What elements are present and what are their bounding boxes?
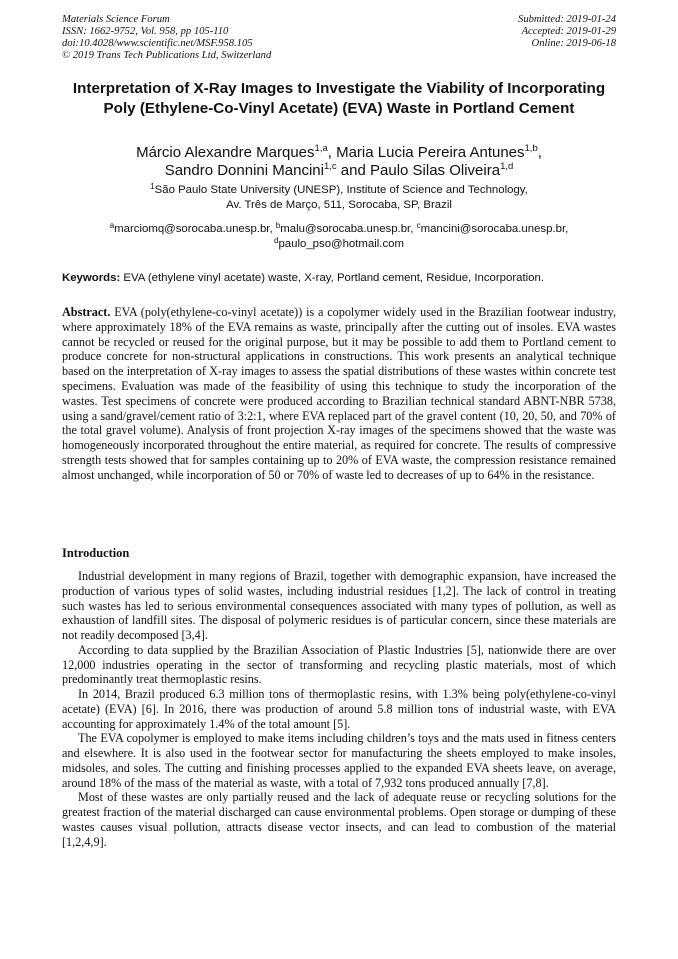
submitted-date: Submitted: 2019-01-24 xyxy=(518,14,616,25)
abstract-text: EVA (poly(ethylene-co-vinyl acetate)) is a copolymer widely used in the Brazilian footwear industry, where approximately 18% of the EVA remains as waste, principally after the cutting out of insoles. EVA wastes cannot be recycled or reused for the original purpose, but it may be possible to add them to Portland cement to produce concrete for non-structural applications in constructions. This work presents an analytical technique based on the interpretation of X-ray images to assess the spatial distributions of these wastes within concrete test specimens. Evaluation was made of the feasibility of using this technique to study the incorporation of the wastes. Test specimens of concrete were produced according to Brazilian technical standard ABNT-NBR 5738, using a sand/gravel/cement ratio of 3:2:1, where EVA replaced part of the gravel content (10, 20, 50, and 70% of the total gravel volume). Analysis of front projection X-ray images of the specimens showed that the waste was homogeneously incorporated throughout the entire material, as required for concrete. The results of compressive strength tests showed that for samples containing up to 20% of EVA waste, the compression resistance remained almost unchanged, while incorporation of 50 or 70% of waste led to decreases of up to 64% in the resistance. xyxy=(62,305,616,482)
journal-name: Materials Science Forum xyxy=(62,14,170,25)
affiliation: $^1$São Paulo State University (UNESP), Institute of Science and Technology, Av. Três de Março, 511, Sorocaba, SP, Brazil xyxy=(150,182,528,211)
issn: ISSN: 1662-9752, Vol. 958, pp 105-110 xyxy=(62,26,229,37)
introduction-body xyxy=(62,569,616,849)
author: Paulo Silas Oliveira$^{1,d}$ xyxy=(370,161,514,179)
paragraph: In 2014, Brazil produced 6.3 million tons of thermoplastic resins, with 1.3% being poly(ethylene-co-vinyl acetate) (EVA) [6]. In 2016, there was production of around 5.8 million tons of industrial waste, with EVA accounting for approximately 1.4% of the total amount [5]. xyxy=(62,687,616,731)
paragraph: According to data supplied by the Brazilian Association of Plastic Industries [5], nationwide there are over 12,000 industries operating in the sector of transforming and recycling plastic materials, most of which predominantly treat thermoplastic resins. xyxy=(62,642,616,687)
author: Sandro Donnini Mancini$^{1,c}$ and xyxy=(164,161,371,179)
introduction-heading: Introduction xyxy=(62,546,130,560)
keywords-label: Keywords: xyxy=(62,272,121,284)
paper-title: Interpretation of X-Ray Images to Investigate the Viability of Incorporating Poly (Ethylene-Co-Vinyl Acetate) (EVA) Waste in Portland Cement xyxy=(72,80,606,117)
abstract xyxy=(62,305,616,483)
abstract-label: Abstract. xyxy=(62,305,111,319)
keywords-text: EVA (ethylene vinyl acetate) waste, X-ray, Portland cement, Residue, Incorporation. xyxy=(120,272,545,284)
publication-dates xyxy=(518,14,616,50)
paragraph: Most of these wastes are only partially reused and the lack of adequate reuse or recycling solutions for the greatest fraction of the material discharged can cause environmental problems. Open storage or dumping of these wastes causes visual pollution, attracts disease vector insects, and can lead to combustion of the material [1,2,4,9]. xyxy=(62,790,616,849)
email-link[interactable]: $^a$marciomq@sorocaba.unesp.br, xyxy=(109,221,276,235)
online-date: Online: 2019-06-18 xyxy=(531,38,616,49)
author: Maria Lucia Pereira Antunes$^{1,b}$, xyxy=(336,143,542,161)
journal-info xyxy=(62,14,271,62)
doi: doi:10.4028/www.scientific.net/MSF.958.105 xyxy=(62,38,253,49)
paragraph: The EVA copolymer is employed to make items including children’s toys and the mats used in fitness centers and elsewhere. It is also used in the footwear sector for manufacturing the sheets employed to make insoles, midsoles, and soles. The cutting and finishing processes applied to the expanded EVA sheets leave, on average, around 18% of the mass of the material as waste, with a total of 7,932 tons produced annually [7,8]. xyxy=(62,731,616,790)
author-list xyxy=(62,144,616,180)
author: Márcio Alexandre Marques$^{1,a}$, xyxy=(136,143,337,161)
copyright: © 2019 Trans Tech Publications Ltd, Switzerland xyxy=(62,50,272,61)
accepted-date: Accepted: 2019-01-29 xyxy=(521,26,616,37)
keywords xyxy=(62,271,616,286)
paragraph: Industrial development in many regions of Brazil, together with demographic expansion, have increased the production of various types of solid wastes, including industrial residues [1,2]. The lack of control in treating such wastes has led to serious environmental consequences associated with many types of pollution, as well as exhaustion of landfill sites. The disposal of polymeric residues is of particular concern, since these materials are not readily decomposed [3,4]. xyxy=(62,569,616,642)
email-link[interactable]: $^b$malu@sorocaba.unesp.br, xyxy=(275,221,417,235)
email-link[interactable]: $^d$paulo_pso@hotmail.com xyxy=(274,236,404,250)
author-emails xyxy=(62,222,616,252)
email-link[interactable]: $^c$mancini@sorocaba.unesp.br, xyxy=(416,221,569,235)
